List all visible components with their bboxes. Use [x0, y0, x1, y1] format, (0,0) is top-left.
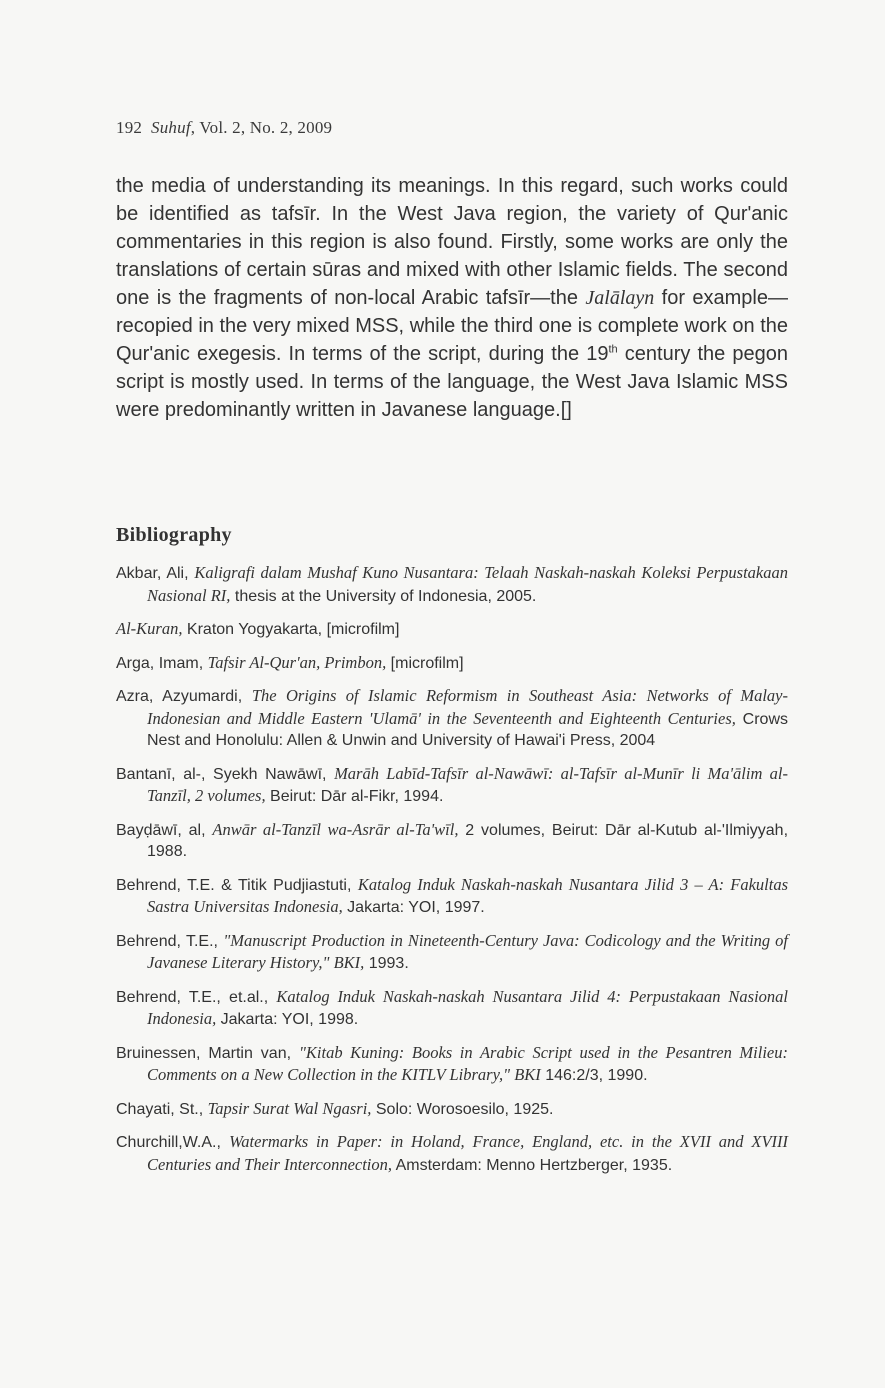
bib-entry: Bantanī, al-, Syekh Nawāwī, Marāh Labīd-Tafsīr al-Nawāwī: al-Tafsīr al-Munīr li Ma'ālim al-Tanzīl, 2 volumes, Beirut: Dār al-Fikr, 1994. — [116, 763, 788, 805]
body-text-part-3: century the pegon script is mostly used. In terms of the language, the West Java Islamic MSS were predominantly written in Javanese language.[] — [116, 343, 788, 421]
volume-info: , Vol. 2, No. 2, 2009 — [190, 118, 333, 137]
superscript-th: th — [608, 343, 618, 356]
bibliography-list — [116, 562, 788, 1187]
body-text-part-1: the media of understanding its meanings. In this regard, such works could be identified as tafsīr. In the West Java region, the variety of Qur'anic commentaries in this region is also found. Firstly, some works are only the translations of certain sūras and mixed with other Islamic fields. The second one is the fragments of non-local Arabic tafsīr—the — [116, 175, 788, 309]
bib-entry: Arga, Imam, Tafsir Al-Qur'an, Primbon, [microfilm] — [116, 652, 464, 672]
bib-entry: Bruinessen, Martin van, "Kitab Kuning: Books in Arabic Script used in the Pesantren Milieu: Comments on a New Collection in the KITLV Library," BKI 146:2/3, 1990. — [116, 1042, 788, 1084]
bib-entry: Al-Kuran, Kraton Yogyakarta, [microfilm] — [116, 619, 400, 638]
journal-name: Suhuf — [151, 118, 191, 137]
bib-entry: Churchill,W.A., Watermarks in Paper: in Holand, France, England, etc. in the XVII and XVIII Centuries and Their Interconnection, Amsterdam: Menno Hertzberger, 1935. — [116, 1132, 789, 1174]
body-text-part-2: for example—recopied in the very mixed MSS, while the third one is complete work on the Qur'anic exegesis. In terms of the script, during the 19 — [116, 287, 788, 365]
bib-entry: Behrend, T.E., "Manuscript Production in Nineteenth-Century Java: Codicology and the Writing of Javanese Literary History," BKI, 1993. — [116, 930, 788, 972]
bib-entry: Azra, Azyumardi, The Origins of Islamic Reformism in Southeast Asia: Networks of Malay-Indonesian and Middle Eastern 'Ulamā' in the Seventeenth and Eighteenth Centuries, Crows Nest and Honolulu: Allen & Unwin and University of Hawai'i Press, 2004 — [116, 686, 788, 749]
bibliography-heading: Bibliography — [116, 524, 232, 546]
running-head — [116, 118, 332, 138]
bib-entry: Bayḍāwī, al, Anwār al-Tanzīl wa-Asrār al-Ta'wīl, 2 volumes, Beirut: Dār al-Kutub al-'Ilmiyyah, 1988. — [116, 819, 789, 860]
body-italic-term: Jalālayn — [585, 287, 655, 309]
bib-entry: Behrend, T.E., et.al., Katalog Induk Naskah-naskah Nusantara Jilid 4: Perpustakaan Nasional Indonesia, Jakarta: YOI, 1998. — [116, 986, 789, 1028]
bib-entry: Chayati, St., Tapsir Surat Wal Ngasri, Solo: Worosoesilo, 1925. — [116, 1098, 554, 1118]
body-paragraph — [116, 172, 788, 424]
bib-entry: Behrend, T.E. & Titik Pudjiastuti, Katalog Induk Naskah-naskah Nusantara Jilid 3 – A: Fakultas Sastra Universitas Indonesia, Jakarta: YOI, 1997. — [116, 874, 788, 916]
page-number: 192 — [116, 118, 143, 137]
bib-entry: Akbar, Ali, Kaligrafi dalam Mushaf Kuno Nusantara: Telaah Naskah-naskah Koleksi Perpustakaan Nasional RI, thesis at the University of Indonesia, 2005. — [116, 563, 789, 605]
